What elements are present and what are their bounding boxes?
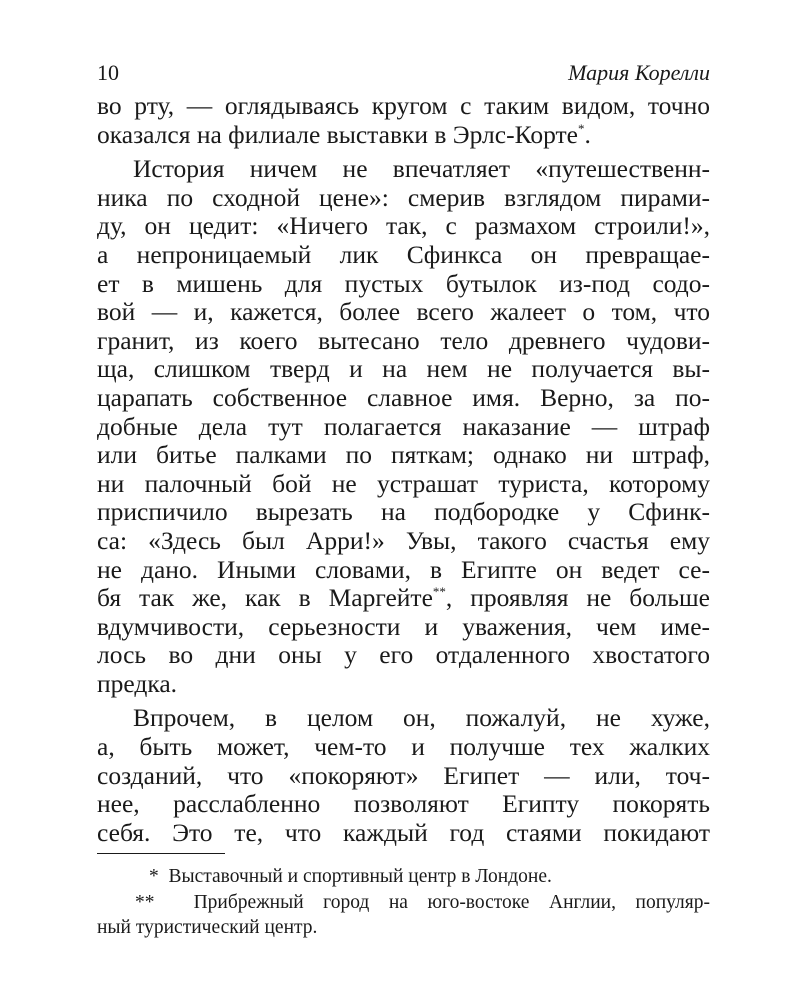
footnote-text: Выставочный и спортивный центр в Лондоне. [168,866,552,888]
text-line: приспичило вырезать на подбородке у Сфинк- [97,497,710,527]
text-line: или битье палками по пяткам; однако ни штраф, [97,440,710,470]
footnote-marker: * [149,866,159,888]
running-head-author: Мария Корелли [568,60,710,85]
text-line: оказался на филиале выставки в Эрлс-Корте*. [97,119,591,149]
footnote [97,890,710,916]
text-line: История ничем не впечатляет «путешественн- [133,154,710,184]
text-line: вой — и, кажется, более всего жалеет о том, что [97,297,710,327]
footnote-text: Прибрежный город на юго-востоке Англии, популяр- [193,891,710,913]
text-line-content: бя так же, как в Маргейте [97,583,433,613]
text-line: ни палочный бой не устрашат туриста, которому [97,468,710,498]
text-line: предка. [97,668,178,698]
footnote-ref: * [577,120,585,136]
text-line: а, быть может, чем-то и получше тех жалких [97,732,710,762]
paragraph [97,704,710,847]
text-line-content: оказался на филиале выставки в Эрлс-Корте [97,119,578,149]
text-line: вдумчивости, серьезности и уважения, чем име- [97,611,710,641]
paragraph [97,155,710,698]
footnote [97,864,710,890]
footnote-ref: ** [432,584,446,600]
book-page [97,60,710,941]
text-line: себя. Это те, что каждый год стаями покидают [97,817,710,847]
text-line-content: , проявляя не больше [445,583,710,613]
text-line: ду, он цедит: «Ничего так, с размахом строили!», [97,211,710,241]
text-line: гранит, из коего вытесано тело древнего чудови- [97,325,710,355]
footnote-continuation: ный туристический центр. [97,917,318,939]
text-line: царапать собственное славное имя. Верно, за по- [97,382,710,412]
text-line: во рту, — оглядываясь кругом с таким видом, точно [97,91,710,120]
main-text [97,92,710,847]
page-header [97,60,710,92]
footnotes [97,864,710,941]
text-line: созданий, что «покоряют» Египет — или, точ- [97,760,710,790]
footnote-marker: ** [135,891,155,913]
text-line: ет в мишень для пустых бутылок из-под содо- [97,268,710,298]
text-line: Впрочем, в целом он, пожалуй, не хуже, [133,703,710,733]
text-line: а непроницаемый лик Сфинкса он превращае- [97,239,710,269]
text-line: са: «Здесь был Арри!» Увы, такого счастья ему [97,525,710,555]
text-line: лось во дни оны у его отдаленного хвостатого [97,640,710,670]
text-line: не дано. Иными словами, в Египте он ведет се- [97,554,710,584]
text-line [97,584,710,613]
text-line: ника по сходной цене»: смерив взглядом пирами- [97,182,710,212]
text-line: добные дела тут полагается наказание — штраф [97,411,710,441]
footnote-divider [97,853,225,854]
text-line: нее, расслабленно позволяют Египту покорять [97,789,710,819]
page-number: 10 [97,60,119,85]
text-line: ща, слишком тверд и на нем не получается вы- [97,354,710,384]
paragraph [97,92,710,149]
